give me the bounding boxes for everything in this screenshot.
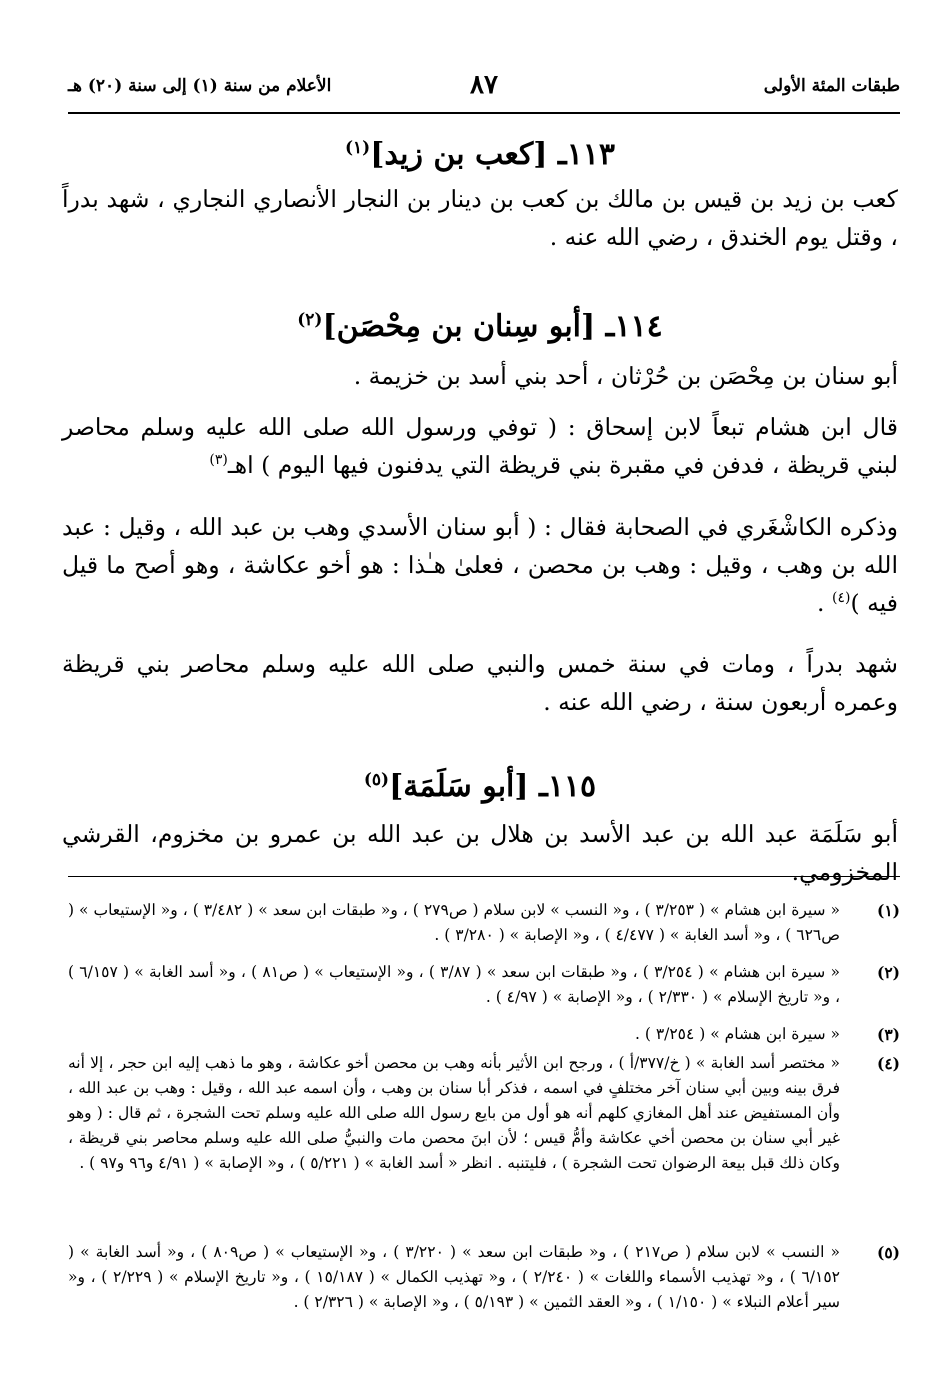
paragraph-text: قال ابن هشام تبعاً لابن إسحاق : ( توفي ورسول الله صلى الله عليه وسلم محاصر لبني قريظة ، فدفن في مقبرة بني قريظة التي يدفنون فيها اليوم ) اهـ: [62, 413, 898, 479]
footnote-ref: (٢): [297, 310, 323, 330]
footnote-text: « النسب » لابن سلام ( ص٢١٧ ) ، و« طبقات ابن سعد » ( ٣/٢٢٠ ) ، و« الإستيعاب » ( ص٨٠٩ ) ، و« أسد الغابة » ( ٦/١٥٢ ) ، و« تهذيب الأسماء واللغات » ( ٢/٢٤٠ ) ، و« تهذيب الكمال » ( ١٥/١٨٧ ) ، و« تاريخ الإسلام » ( ٢/٢٢٩ ) ، و« سير أعلام النبلاء » ( ١/١٥٠ ) ، و« العقد الثمين » ( ٥/١٩٣ ) ، و« الإصابة » ( ٢/٣٢٦ ) .: [68, 1243, 840, 1311]
entry-paragraph: [62, 408, 898, 484]
footnote-ref: (٣): [209, 452, 228, 469]
footnote-number: (١): [876, 901, 900, 920]
header-rule: [68, 112, 900, 114]
footnote-number: (٢): [876, 963, 900, 982]
footnote-ref: (٥): [363, 770, 390, 790]
entry-paragraph: وذكره الكاشْغَري في الصحابة فقال : ( أبو سنان الأسدي وهب بن عبد الله ، وقيل : عبد الله بن وهب ، وقيل : وهب بن محصن ، فعلىٰ هـٰذا : هو أخو عكاشة ، وهو أصح ما قيل فيه )$^{(٤)}$ .: [62, 513, 898, 617]
entry-title-text: ١١٥ـ [أبو سَلَمَة]: [389, 769, 597, 804]
footnote: [68, 1051, 900, 1176]
footnote: [68, 1240, 900, 1315]
entry-paragraph: أبو سنان بن مِحْصَن بن حُرْثان ، أحد بني أسد بن خزيمة .: [353, 362, 898, 390]
entry-title-text: ١١٣ـ [كعب بن زيد]: [370, 137, 616, 172]
footnote: [68, 1022, 900, 1047]
book-title: طبقات المئة الأولى: [763, 76, 900, 96]
entry-title-115: [60, 760, 900, 807]
footnote-text: « سيرة ابن هشام » ( ٣/٢٥٤ ) .: [634, 1025, 840, 1043]
footnote: [68, 960, 900, 1010]
entry-paragraph: شهد بدراً ، ومات في سنة خمس والنبي صلى الله عليه وسلم محاصر بني قريظة وعمره أربعون سنة ، رضي الله عنه .: [62, 650, 898, 716]
footnote-text: « سيرة ابن هشام » ( ٣/٢٥٤ ) ، و« طبقات ابن سعد » ( ٣/٨٧ ) ، و« الإستيعاب » ( ص٨١ ) ، و« أسد الغابة » ( ٦/١٥٧ ) ، و« تاريخ الإسلام » ( ٢/٣٣٠ ) ، و« الإصابة » ( ٤/٩٧ ) .: [68, 963, 840, 1006]
footnote-ref: (١): [344, 138, 371, 158]
paragraph-text: وذكره الكاشْغَري في الصحابة فقال : ( أبو سنان الأسدي وهب بن عبد الله ، وقيل : عبد الله بن وهب ، وقيل : وهب بن محصن ، فعلىٰ هـٰذا : هو أخو عكاشة ، وهو أصح ما قيل فيه ): [62, 513, 898, 617]
entry-title-113: [60, 128, 900, 175]
running-header: [68, 68, 900, 112]
footnote-rule: [68, 876, 900, 877]
page-number: ٨٧: [470, 70, 498, 100]
footnote: [68, 898, 900, 948]
entry-title-114: [60, 300, 900, 347]
footnote-number: (٥): [876, 1243, 900, 1262]
footnote-ref: (٤): [831, 590, 851, 607]
period-range: الأعلام من سنة (١) إلى سنة (٢٠) هـ: [68, 76, 332, 96]
entry-paragraph: كعب بن زيد بن قيس بن مالك بن كعب بن دينار بن النجار الأنصاري النجاري ، شهد بدراً ، وقتل يوم الخندق ، رضي الله عنه .: [62, 185, 898, 251]
footnote-number: (٣): [876, 1025, 900, 1044]
entry-paragraph: أبو سَلَمَة عبد الله بن عبد الأسد بن هلال بن عبد الله بن عمرو بن مخزوم، القرشي المخزومي.: [62, 820, 898, 886]
footnote-text: « سيرة ابن هشام » ( ٣/٢٥٣ ) ، و« النسب » لابن سلام ( ص٢٧٩ ) ، و« طبقات ابن سعد » ( ٣/٤٨٢ ) ، و« الإستيعاب » ( ص٦٢٦ ) ، و« أسد الغابة » ( ٤/٤٧٧ ) ، و« الإصابة » ( ٣/٢٨٠ ) .: [68, 901, 840, 944]
entry-title-text: ١١٤ـ [أبو سِنان بن مِحْصَن]: [322, 309, 663, 344]
footnote-number: (٤): [876, 1054, 900, 1073]
footnote-text: « مختصر أسد الغابة » ( خ/٣٧٧/أ ) ، ورجح ابن الأثير بأنه وهب بن محصن أخو عكاشة ، وهو ما ذهب إليه ابن حجر ، إلا أنه فرق بينه وبين أبي سنان آخر مختلفٍ في اسمه ، فذكر أبا سنان بن وهب ، وأن اسمه عبد الله ، وقيل : وهب بن عبد الله ، وأن المستفيض عند أهل المغازي كلهم أنه هو أول من بايع رسول الله صلى الله عليه وسلم تحت الشجرة ، ثم قال : ( وهو غير أبي سنان بن محصن أخي عكاشة وأمُّ قيس ؛ لأن ابنَ محصن مات والنبيُّ صلى الله عليه وسلم محاصر بني قريظة ، وكان ذلك قبل بيعة الرضوان تحت الشجرة ) ، فليتنبه . انظر « أسد الغابة » ( ٥/٢٢١ ) ، و« الإصابة » ( ٤/٩١ و٩٦ و٩٧ ) .: [68, 1054, 841, 1172]
